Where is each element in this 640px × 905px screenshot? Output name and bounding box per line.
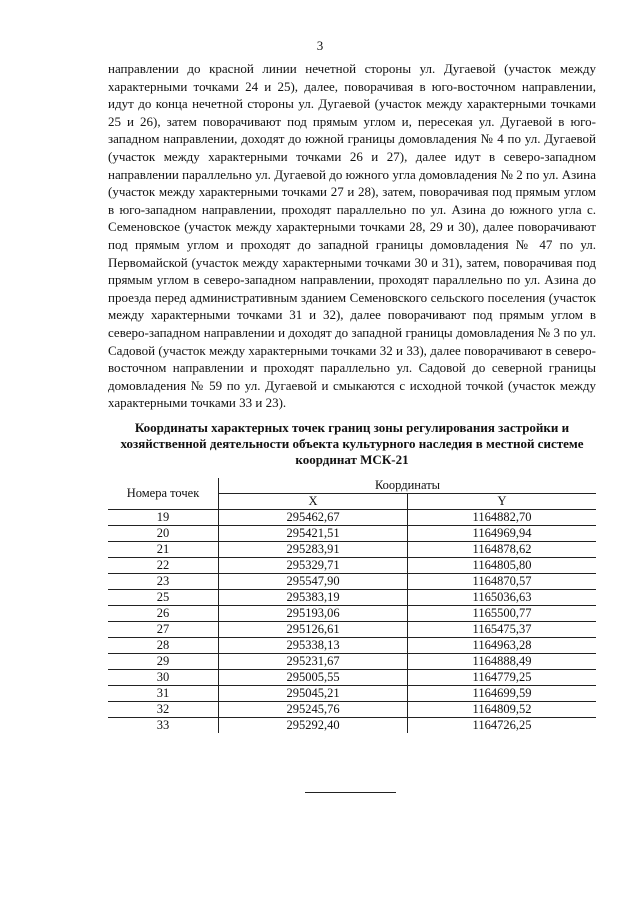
table-row [108,606,596,622]
header-point-numbers: Номера точек [108,478,219,510]
x-coordinate-cell: 295193,06 [219,606,408,622]
table-row [108,558,596,574]
table-row [108,510,596,526]
y-coordinate-cell: 1165475,37 [408,622,597,638]
x-coordinate-cell: 295421,51 [219,526,408,542]
point-number-cell: 20 [108,526,219,542]
y-coordinate-cell: 1164963,28 [408,638,597,654]
y-coordinate-cell: 1164726,25 [408,718,597,734]
x-coordinate-cell: 295231,67 [219,654,408,670]
point-number-cell: 28 [108,638,219,654]
point-number-cell: 31 [108,686,219,702]
point-number-cell: 23 [108,574,219,590]
header-coordinates: Координаты [219,478,597,494]
x-coordinate-cell: 295005,55 [219,670,408,686]
y-coordinate-cell: 1164870,57 [408,574,597,590]
point-number-cell: 33 [108,718,219,734]
table-header-row [108,478,596,494]
table-row [108,622,596,638]
point-number-cell: 21 [108,542,219,558]
point-number-cell: 25 [108,590,219,606]
point-number-cell: 30 [108,670,219,686]
point-number-cell: 26 [108,606,219,622]
y-coordinate-cell: 1164699,59 [408,686,597,702]
page-number: 3 [316,38,324,53]
x-coordinate-cell: 295383,19 [219,590,408,606]
table-row [108,574,596,590]
y-coordinate-cell: 1164779,25 [408,670,597,686]
point-number-cell: 29 [108,654,219,670]
point-number-cell: 27 [108,622,219,638]
x-coordinate-cell: 295338,13 [219,638,408,654]
x-coordinate-cell: 295283,91 [219,542,408,558]
point-number-cell: 19 [108,510,219,526]
table-row [108,542,596,558]
table-row [108,590,596,606]
header-x: X [219,494,408,510]
table-body [108,510,596,734]
table-row [108,638,596,654]
y-coordinate-cell: 1165036,63 [408,590,597,606]
table-row [108,718,596,734]
x-coordinate-cell: 295126,61 [219,622,408,638]
y-coordinate-cell: 1164878,62 [408,542,597,558]
body-paragraph: направлении до красной линии нечетной стороны ул. Дугаевой (участок между характерными точками 24 и 25), далее, поворачивая в юго-восточном направлении, идут до конца нечетной стороны ул. Дугаевой (участок между характерными точками 25 и 26), затем поворачивают под прямым углом и, пересекая ул. Дугаевой в юго-западном направлении, доходят до южной границы домовладения № 4 по ул. Дугаевой (участок между характерными точками 26 и 27), далее идут в северо-западном направлении параллельно ул. Дугаевой до южного угла домовладения № 2 по ул. Азина (участок между характерными точками 27 и 28), затем, поворачивая под прямым углом в юго-западном направлении, проходят параллельно по ул. Азина до южного угла с. Семеновское (участок между характерными точками 28, 29 и 30), далее поворачивают под прямым углом и проходят до западной границы домовладения № 47 по ул. Первомайской (участок между характерными точками 30 и 31), затем, поворачивая под прямым углом в северо-западном направлении, проходят параллельно по ул. Азина до проезда перед административным зданием Семеновского сельского поселения (участок между характерными точками 31 и 32), далее поворачивают под прямым углом в северо-западном направлении и доходят до западной границы домовладения № 3 по ул. Садовой (участок между характерными точками 32 и 33), далее поворачивают в северо-восточном направлении и проходят параллельно ул. Садовой до северной границы домовладения № 59 по ул. Дугаевой и смыкаются с исходной точкой (участок между характерными точками 33 и 23). [108,61,596,411]
table-row [108,702,596,718]
y-coordinate-cell: 1164888,49 [408,654,597,670]
coordinates-table [108,478,596,733]
header-y: Y [408,494,597,510]
table-row [108,686,596,702]
x-coordinate-cell: 295245,76 [219,702,408,718]
x-coordinate-cell: 295292,40 [219,718,408,734]
y-coordinate-cell: 1164805,80 [408,558,597,574]
table-title: Координаты характерных точек границ зоны регулирования застройки и хозяйственной деятельности объекта культурного наследия в местной системе координат МСК-21 [120,420,584,467]
footer-rule [305,792,396,793]
x-coordinate-cell: 295329,71 [219,558,408,574]
y-coordinate-cell: 1164809,52 [408,702,597,718]
y-coordinate-cell: 1165500,77 [408,606,597,622]
table-row [108,654,596,670]
point-number-cell: 22 [108,558,219,574]
point-number-cell: 32 [108,702,219,718]
x-coordinate-cell: 295045,21 [219,686,408,702]
y-coordinate-cell: 1164882,70 [408,510,597,526]
table-row [108,526,596,542]
x-coordinate-cell: 295462,67 [219,510,408,526]
x-coordinate-cell: 295547,90 [219,574,408,590]
y-coordinate-cell: 1164969,94 [408,526,597,542]
table-row [108,670,596,686]
